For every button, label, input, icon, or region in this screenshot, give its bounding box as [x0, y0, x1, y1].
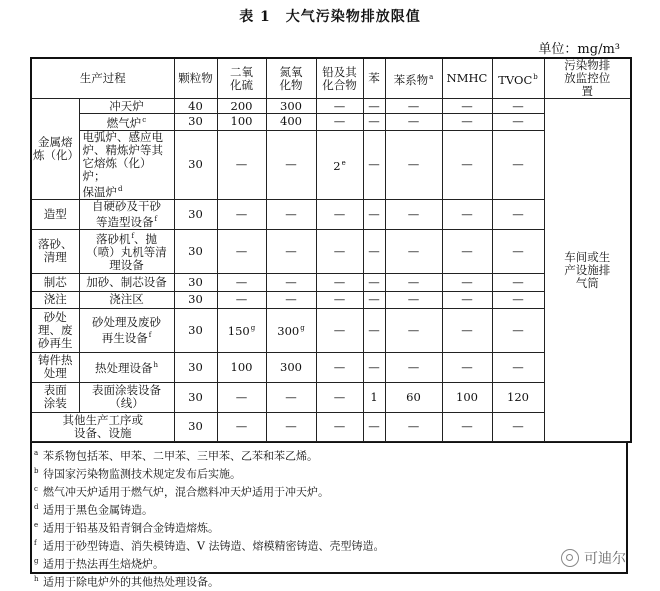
table-row: [31, 291, 631, 308]
cell-nmhc: —: [442, 308, 492, 352]
cell-benzene-series: —: [385, 291, 442, 308]
cell-benzene: 1: [363, 382, 385, 412]
equipment-cupola: 冲天炉: [79, 99, 174, 114]
cell-so2: —: [217, 273, 266, 291]
cell-tvoc: —: [492, 130, 544, 199]
cell-lead: —: [316, 99, 363, 114]
cell-lead: 2e: [316, 130, 363, 199]
cell-tvoc: —: [492, 291, 544, 308]
cell-nmhc: —: [442, 291, 492, 308]
cell-pm: 30: [174, 291, 217, 308]
cell-lead: —: [316, 273, 363, 291]
cell-benzene: —: [363, 308, 385, 352]
footnote: b 待国家污染物监测技术规定发布后实施。: [34, 467, 241, 481]
cell-tvoc: —: [492, 229, 544, 273]
cell-tvoc: —: [492, 352, 544, 382]
cell-tvoc: —: [492, 99, 544, 114]
cell-lead: —: [316, 291, 363, 308]
cell-lead: —: [316, 199, 363, 229]
cell-benzene-series: —: [385, 273, 442, 291]
equipment-sand-treatment: 砂处理及废砂 再生设备$^f$: [79, 308, 174, 352]
header-pm: 颗粒物: [174, 58, 217, 99]
equipment-molding: 自硬砂及干砂 等造型设备$^f$: [79, 199, 174, 229]
cell-nox: —: [266, 273, 316, 291]
cell-benzene: —: [363, 352, 385, 382]
cell-benzene-series: 60: [385, 382, 442, 412]
cell-benzene: —: [363, 114, 385, 131]
category-surface-coating: 表面 涂装: [31, 382, 79, 412]
cell-tvoc: 120: [492, 382, 544, 412]
equipment-gas-furnace: 燃气炉$^c$: [79, 114, 174, 131]
cell-so2: —: [217, 130, 266, 199]
header-so2: 二氧 化硫: [217, 58, 266, 99]
cell-tvoc: —: [492, 199, 544, 229]
cell-monitor-location: 车间或生 产设施排 气筒: [544, 99, 631, 443]
cell-nmhc: —: [442, 199, 492, 229]
cell-benzene-series: —: [385, 99, 442, 114]
footnote: e 适用于铅基及铅青铜合金铸造熔炼。: [34, 521, 219, 535]
table-row: [31, 412, 631, 442]
cell-pm: 30: [174, 352, 217, 382]
cell-pm: 30: [174, 308, 217, 352]
equipment-heat-treatment: 热处理设备$^h$: [79, 352, 174, 382]
cell-pm: 30: [174, 412, 217, 442]
cell-pm: 30: [174, 382, 217, 412]
category-molding: 造型: [31, 199, 79, 229]
cell-so2: —: [217, 199, 266, 229]
table-row: [31, 229, 631, 273]
footnote: c 燃气冲天炉适用于燃气炉，混合燃料冲天炉适用于冲天炉。: [34, 485, 329, 499]
cell-nmhc: —: [442, 130, 492, 199]
header-tvoc: TVOC$^b$: [492, 58, 544, 99]
cell-benzene: —: [363, 199, 385, 229]
cell-benzene-series: —: [385, 308, 442, 352]
category-coremaking: 制芯: [31, 273, 79, 291]
table-row: [31, 352, 631, 382]
cell-nox: —: [266, 130, 316, 199]
cell-so2: 100: [217, 352, 266, 382]
cell-nmhc: 100: [442, 382, 492, 412]
cell-pm: 30: [174, 199, 217, 229]
cell-lead: —: [316, 229, 363, 273]
cell-nox: 300: [266, 352, 316, 382]
cell-nmhc: —: [442, 114, 492, 131]
watermark: [561, 548, 626, 568]
cell-nox: —: [266, 229, 316, 273]
footnotes: [30, 441, 628, 590]
cell-nmhc: —: [442, 229, 492, 273]
cell-pm: 30: [174, 273, 217, 291]
header-lead: 铅及其 化合物: [316, 58, 363, 99]
equipment-electric-furnace: 电弧炉、感应电 炉、精炼炉等其 它熔炼（化）炉； 保温炉$^d$: [79, 130, 174, 199]
watermark-text: 可迪尔: [584, 551, 626, 567]
cell-so2: 100: [217, 114, 266, 131]
cell-tvoc: —: [492, 114, 544, 131]
equipment-surface-coating: 表面涂装设备 （线）: [79, 382, 174, 412]
cell-benzene: —: [363, 273, 385, 291]
cell-benzene-series: —: [385, 229, 442, 273]
cell-tvoc: —: [492, 273, 544, 291]
cell-so2: —: [217, 229, 266, 273]
cell-benzene: —: [363, 412, 385, 442]
cell-nmhc: —: [442, 412, 492, 442]
cell-pm: 30: [174, 130, 217, 199]
cell-lead: —: [316, 352, 363, 382]
cell-pm: 30: [174, 229, 217, 273]
cell-benzene: —: [363, 99, 385, 114]
equipment-shakeout: 落砂机$^f$、抛 （喷）丸机等清 理设备: [79, 229, 174, 273]
cell-benzene-series: —: [385, 412, 442, 442]
category-other: 其他生产工序或 设备、设施: [31, 412, 174, 442]
table-row: [31, 308, 631, 352]
cell-benzene: —: [363, 130, 385, 199]
cell-nox: —: [266, 291, 316, 308]
table-row: [31, 130, 631, 199]
emission-limits-table: [30, 57, 632, 443]
cell-so2: 200: [217, 99, 266, 114]
cell-benzene-series: —: [385, 114, 442, 131]
cell-nox: 400: [266, 114, 316, 131]
footnote: d 适用于黑色金属铸造。: [34, 503, 153, 517]
cell-pm: 30: [174, 114, 217, 131]
table-title: 表 1 大气污染物排放限值: [239, 9, 421, 25]
cell-so2: —: [217, 412, 266, 442]
cell-nmhc: —: [442, 273, 492, 291]
cell-so2: —: [217, 382, 266, 412]
table-row: [31, 273, 631, 291]
cell-nox: 300$^g$: [266, 308, 316, 352]
header-benzene-series: 苯系物$^a$: [385, 58, 442, 99]
cell-nox: —: [266, 199, 316, 229]
footnote: a 苯系物包括苯、甲苯、二甲苯、三甲苯、乙苯和苯乙烯。: [34, 449, 318, 463]
table-row: [31, 114, 631, 131]
category-metal-smelting: 金属熔 炼（化）: [31, 99, 79, 200]
wechat-icon: [561, 549, 579, 567]
footnote: g 适用于热法再生焙烧炉。: [34, 557, 164, 572]
header-benzene: 苯: [363, 58, 385, 99]
header-monitor-location: 污染物排 放监控位 置: [544, 58, 631, 99]
footnote: f 适用于砂型铸造、消失模铸造、V 法铸造、熔模精密铸造、壳型铸造。: [34, 539, 385, 553]
cell-benzene: —: [363, 291, 385, 308]
category-shakeout: 落砂、 清理: [31, 229, 79, 273]
equipment-coremaking: 加砂、制芯设备: [79, 273, 174, 291]
cell-benzene-series: —: [385, 352, 442, 382]
unit-label: 单位：mg/m³: [538, 42, 620, 57]
table-row: [31, 99, 631, 114]
header-nox: 氮氧 化物: [266, 58, 316, 99]
cell-tvoc: —: [492, 412, 544, 442]
cell-so2: 150$^g$: [217, 308, 266, 352]
cell-lead: —: [316, 308, 363, 352]
cell-nmhc: —: [442, 99, 492, 114]
category-heat-treatment: 铸件热 处理: [31, 352, 79, 382]
header-process: 生产过程: [31, 58, 174, 99]
cell-benzene-series: —: [385, 199, 442, 229]
header-row: [31, 58, 631, 99]
category-pouring: 浇注: [31, 291, 79, 308]
footnote: h 适用于除电炉外的其他热处理设备。: [34, 575, 219, 590]
category-sand-treatment: 砂处 理、废 砂再生: [31, 308, 79, 352]
table-row: [31, 199, 631, 229]
equipment-pouring: 浇注区: [79, 291, 174, 308]
cell-tvoc: —: [492, 308, 544, 352]
cell-benzene: —: [363, 229, 385, 273]
cell-nmhc: —: [442, 352, 492, 382]
header-nmhc: NMHC: [442, 58, 492, 99]
cell-lead: —: [316, 412, 363, 442]
cell-nox: —: [266, 412, 316, 442]
cell-lead: —: [316, 114, 363, 131]
table-row: [31, 382, 631, 412]
cell-benzene-series: —: [385, 130, 442, 199]
cell-lead: —: [316, 382, 363, 412]
cell-nox: —: [266, 382, 316, 412]
cell-so2: —: [217, 291, 266, 308]
cell-pm: 40: [174, 99, 217, 114]
cell-nox: 300: [266, 99, 316, 114]
